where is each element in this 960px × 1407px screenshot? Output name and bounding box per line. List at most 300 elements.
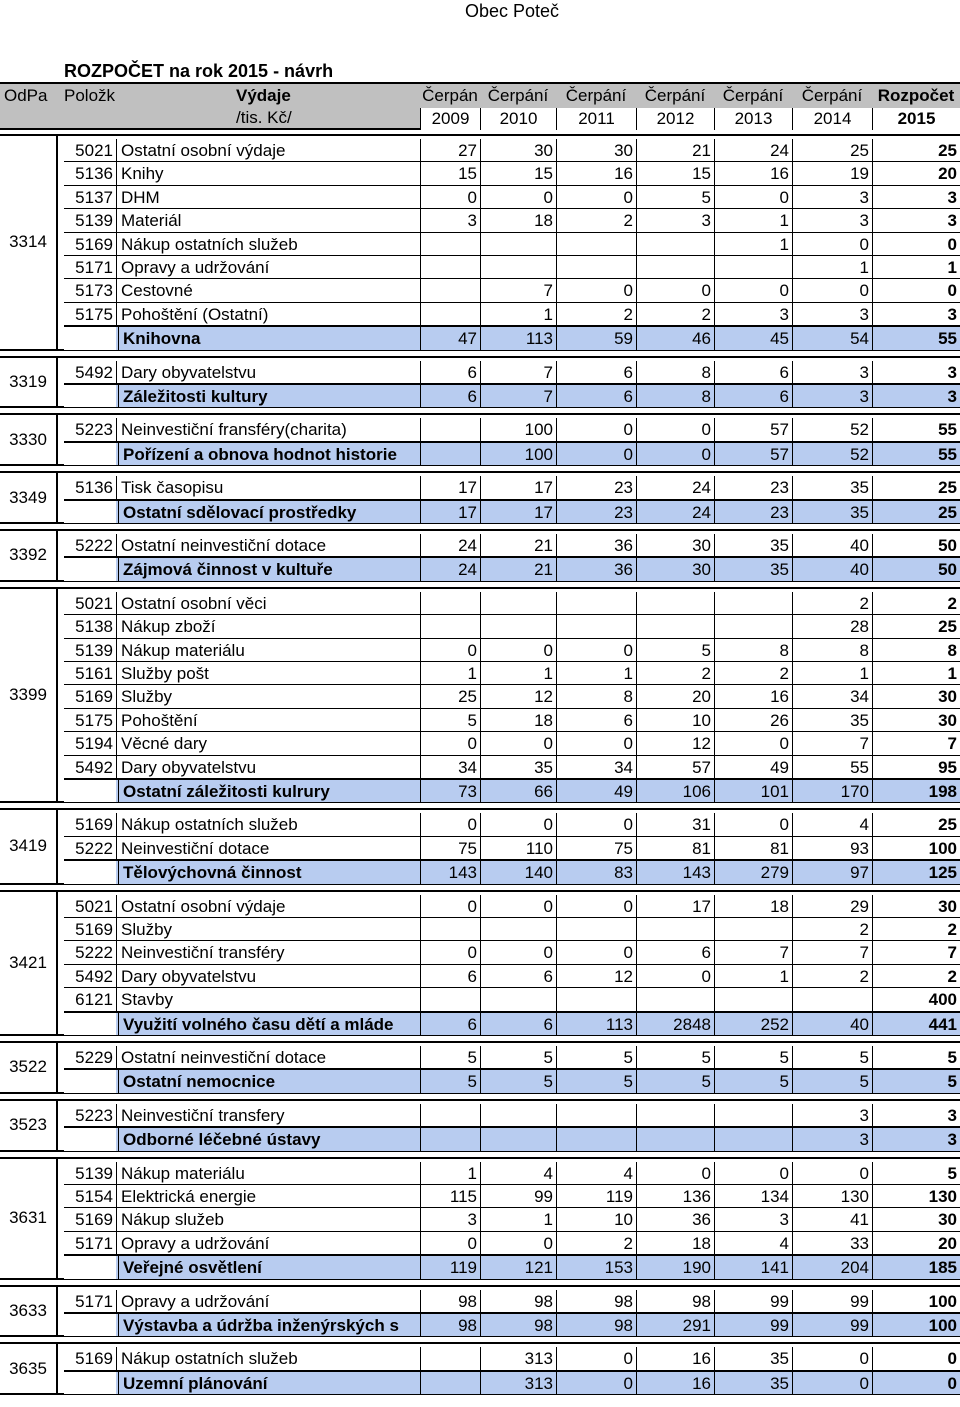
item-code: 5139 — [75, 640, 113, 660]
value-cell: 0 — [556, 639, 636, 661]
value-cell: 5 — [480, 1070, 556, 1092]
subtotal-label: Tělovýchovná činnost — [118, 861, 480, 883]
value-cell: 6 — [636, 941, 714, 963]
value-cell: 0 — [556, 443, 636, 465]
item-code: 5169 — [75, 1349, 113, 1369]
value-cell: 30 — [872, 895, 960, 917]
value-cell: 6 — [480, 965, 556, 987]
item-code: 6121 — [75, 990, 113, 1010]
item-code — [64, 1256, 116, 1278]
value-cell: 170 — [792, 780, 872, 802]
header-col-year: 2013 — [714, 108, 792, 130]
odpa-code: 3633 — [0, 1287, 58, 1336]
value-cell: 57 — [714, 418, 792, 440]
item-code: 5138 — [75, 617, 113, 637]
budget-group — [0, 890, 960, 1036]
value-cell — [480, 615, 556, 637]
table-row — [64, 1232, 960, 1255]
value-cell: 83 — [556, 861, 636, 883]
value-cell: 0 — [556, 1347, 636, 1369]
value-cell — [714, 256, 792, 278]
item-name: Ostatní osobní výdaje — [116, 895, 478, 917]
value-cell: 30 — [872, 1208, 960, 1230]
odpa-code: 3319 — [0, 358, 58, 407]
item-name: Nákup ostatních služeb — [116, 233, 478, 255]
value-cell: 97 — [792, 861, 872, 883]
value-cell: 17 — [480, 476, 556, 498]
value-cell: 5 — [556, 1070, 636, 1092]
item-code — [64, 501, 116, 523]
table-row — [64, 303, 960, 326]
item-code: 5021 — [75, 593, 113, 613]
header-col-year: 2015 — [872, 108, 960, 130]
item-code: 5222 — [75, 943, 113, 963]
value-cell: 2 — [636, 662, 714, 684]
value-cell — [636, 1128, 714, 1150]
value-cell — [420, 443, 480, 465]
item-code — [64, 1314, 116, 1336]
table-row — [64, 534, 960, 557]
value-cell — [556, 1104, 636, 1126]
budget-group — [0, 1285, 960, 1338]
value-cell: 98 — [480, 1314, 556, 1336]
value-cell: 0 — [420, 895, 480, 917]
value-cell: 15 — [480, 162, 556, 184]
header-vydaje: Výdaje — [236, 86, 291, 105]
value-cell: 0 — [480, 732, 556, 754]
value-cell: 23 — [556, 476, 636, 498]
value-cell: 1 — [872, 256, 960, 278]
header-col-label: Čerpání — [722, 86, 784, 105]
value-cell: 16 — [556, 162, 636, 184]
value-cell: 55 — [792, 756, 872, 778]
value-cell: 98 — [420, 1314, 480, 1336]
table-row — [64, 965, 960, 988]
value-cell: 20 — [636, 685, 714, 707]
value-cell: 99 — [714, 1290, 792, 1312]
value-cell: 20 — [872, 1232, 960, 1254]
value-cell: 21 — [636, 139, 714, 161]
value-cell: 23 — [714, 501, 792, 523]
value-cell: 3 — [420, 209, 480, 231]
budget-group — [0, 1099, 960, 1152]
value-cell — [714, 615, 792, 637]
value-cell: 121 — [480, 1256, 556, 1278]
value-cell: 52 — [792, 418, 872, 440]
value-cell: 28 — [792, 615, 872, 637]
item-name: Stavby — [116, 988, 478, 1010]
value-cell: 7 — [480, 361, 556, 383]
value-cell: 5 — [792, 1046, 872, 1068]
value-cell: 0 — [480, 813, 556, 835]
value-cell: 2 — [792, 918, 872, 940]
value-cell — [636, 1104, 714, 1126]
value-cell: 3 — [792, 1128, 872, 1150]
item-code: 5492 — [75, 757, 113, 777]
subtotal-label: Veřejné osvětlení — [118, 1256, 480, 1278]
item-code: 5171 — [75, 1291, 113, 1311]
value-cell: 7 — [792, 732, 872, 754]
value-cell: 18 — [636, 1232, 714, 1254]
value-cell: 36 — [556, 534, 636, 556]
budget-group — [0, 471, 960, 524]
value-cell: 2 — [636, 303, 714, 325]
header-unit: /tis. Kč/ — [236, 108, 292, 127]
value-cell: 0 — [872, 279, 960, 301]
value-cell: 3 — [792, 209, 872, 231]
value-cell: 66 — [480, 780, 556, 802]
budget-group — [0, 808, 960, 884]
value-cell — [556, 233, 636, 255]
value-cell: 25 — [420, 685, 480, 707]
value-cell: 18 — [714, 895, 792, 917]
budget-group — [0, 1041, 960, 1094]
value-cell: 41 — [792, 1208, 872, 1230]
value-cell: 3 — [792, 1104, 872, 1126]
item-code — [64, 1013, 116, 1035]
value-cell: 17 — [636, 895, 714, 917]
value-cell: 0 — [636, 418, 714, 440]
value-cell: 115 — [420, 1185, 480, 1207]
value-cell: 25 — [872, 139, 960, 161]
value-cell — [420, 303, 480, 325]
value-cell: 3 — [872, 385, 960, 407]
value-cell: 40 — [792, 534, 872, 556]
value-cell: 313 — [480, 1372, 556, 1394]
value-cell: 6 — [556, 361, 636, 383]
value-cell: 100 — [872, 1314, 960, 1336]
table-row — [64, 162, 960, 185]
value-cell: 35 — [714, 558, 792, 580]
value-cell: 0 — [480, 1232, 556, 1254]
value-cell — [420, 918, 480, 940]
value-cell — [480, 918, 556, 940]
item-code — [64, 861, 116, 883]
value-cell: 141 — [714, 1256, 792, 1278]
value-cell — [480, 1104, 556, 1126]
table-header — [0, 82, 960, 130]
value-cell: 1 — [714, 233, 792, 255]
value-cell: 8 — [636, 361, 714, 383]
value-cell — [420, 1372, 480, 1394]
item-name: Nákup ostatních služeb — [116, 1347, 478, 1369]
value-cell — [792, 988, 872, 1010]
value-cell: 0 — [480, 941, 556, 963]
odpa-code: 3522 — [0, 1043, 58, 1092]
value-cell: 0 — [792, 1372, 872, 1394]
subtotal-label: Ostatní nemocnice — [118, 1070, 480, 1092]
value-cell: 0 — [480, 639, 556, 661]
value-cell: 0 — [872, 233, 960, 255]
value-cell: 18 — [480, 209, 556, 231]
value-cell: 110 — [480, 837, 556, 859]
value-cell: 125 — [872, 861, 960, 883]
value-cell: 6 — [556, 709, 636, 731]
odpa-code: 3421 — [0, 892, 58, 1034]
value-cell: 100 — [872, 1290, 960, 1312]
value-cell: 2 — [792, 592, 872, 614]
table-row — [64, 418, 960, 441]
value-cell — [636, 918, 714, 940]
value-cell: 98 — [556, 1290, 636, 1312]
value-cell: 25 — [872, 476, 960, 498]
value-cell: 99 — [480, 1185, 556, 1207]
value-cell: 4 — [714, 1232, 792, 1254]
value-cell: 6 — [556, 385, 636, 407]
value-cell: 130 — [872, 1185, 960, 1207]
value-cell: 5 — [872, 1162, 960, 1184]
value-cell: 0 — [420, 732, 480, 754]
value-cell: 3 — [872, 1128, 960, 1150]
value-cell: 50 — [872, 558, 960, 580]
odpa-code: 3392 — [0, 531, 58, 580]
odpa-code: 3631 — [0, 1159, 58, 1278]
item-code: 5222 — [75, 536, 113, 555]
value-cell: 36 — [556, 558, 636, 580]
value-cell: 46 — [636, 327, 714, 349]
value-cell: 23 — [714, 476, 792, 498]
item-code: 5169 — [75, 687, 113, 707]
value-cell: 5 — [636, 1046, 714, 1068]
value-cell: 75 — [420, 837, 480, 859]
value-cell: 35 — [792, 501, 872, 523]
item-code: 5223 — [75, 420, 113, 440]
subtotal-label: Pořízení a obnova hodnot historie — [118, 443, 480, 465]
value-cell — [420, 279, 480, 301]
value-cell — [480, 1128, 556, 1150]
value-cell: 134 — [714, 1185, 792, 1207]
value-cell: 25 — [872, 615, 960, 637]
value-cell: 185 — [872, 1256, 960, 1278]
table-row — [64, 279, 960, 302]
value-cell: 16 — [636, 1372, 714, 1394]
table-row — [64, 1162, 960, 1185]
value-cell: 0 — [556, 418, 636, 440]
item-code: 5137 — [75, 187, 113, 207]
item-name: Opravy a udržování — [116, 1290, 478, 1312]
value-cell: 3 — [872, 186, 960, 208]
item-name: Nákup materiálu — [116, 639, 478, 661]
value-cell — [480, 233, 556, 255]
value-cell: 8 — [714, 639, 792, 661]
header-col-label: Čerpán — [422, 86, 478, 105]
value-cell: 10 — [636, 709, 714, 731]
value-cell: 1 — [714, 965, 792, 987]
value-cell: 98 — [636, 1290, 714, 1312]
value-cell: 6 — [420, 1013, 480, 1035]
item-name: Neinvestiční transfery — [116, 1104, 478, 1126]
subtotal-row — [64, 1255, 960, 1278]
value-cell: 5 — [636, 186, 714, 208]
value-cell: 4 — [480, 1162, 556, 1184]
value-cell: 3 — [420, 1208, 480, 1230]
item-code: 5492 — [75, 966, 113, 986]
value-cell: 119 — [420, 1256, 480, 1278]
value-cell: 8 — [872, 639, 960, 661]
subtotal-row — [64, 384, 960, 407]
item-name: Knihy — [116, 162, 478, 184]
subtotal-row — [64, 557, 960, 580]
value-cell: 113 — [480, 327, 556, 349]
value-cell: 57 — [714, 443, 792, 465]
value-cell: 5 — [636, 1070, 714, 1092]
budget-group — [0, 413, 960, 466]
value-cell: 99 — [714, 1314, 792, 1336]
header-col-year: 2009 — [420, 108, 480, 130]
value-cell: 113 — [556, 1013, 636, 1035]
item-name: Neinvestiční dotace — [116, 837, 478, 859]
table-row — [64, 1046, 960, 1069]
value-cell: 5 — [420, 1070, 480, 1092]
table-row — [64, 639, 960, 662]
value-cell: 143 — [636, 861, 714, 883]
value-cell: 0 — [714, 186, 792, 208]
subtotal-row — [64, 1012, 960, 1035]
value-cell: 40 — [792, 1013, 872, 1035]
header-col-label: Čerpání — [644, 86, 706, 105]
value-cell — [556, 592, 636, 614]
value-cell — [420, 256, 480, 278]
value-cell: 30 — [636, 534, 714, 556]
value-cell: 0 — [792, 1162, 872, 1184]
table-row — [64, 837, 960, 860]
value-cell: 6 — [714, 361, 792, 383]
item-code: 5169 — [75, 1210, 113, 1230]
value-cell: 2848 — [636, 1013, 714, 1035]
value-cell: 6 — [420, 361, 480, 383]
subtotal-label: Záležitosti kultury — [118, 385, 480, 407]
item-code — [64, 558, 116, 580]
value-cell: 12 — [480, 685, 556, 707]
item-name: Opravy a udržování — [116, 256, 478, 278]
value-cell: 2 — [556, 209, 636, 231]
item-code: 5171 — [75, 1233, 113, 1253]
value-cell: 24 — [420, 558, 480, 580]
value-cell: 5 — [792, 1070, 872, 1092]
value-cell: 0 — [872, 1347, 960, 1369]
value-cell — [714, 592, 792, 614]
value-cell: 0 — [556, 1372, 636, 1394]
odpa-code: 3635 — [0, 1344, 58, 1393]
value-cell: 0 — [556, 813, 636, 835]
value-cell: 0 — [556, 895, 636, 917]
value-cell: 190 — [636, 1256, 714, 1278]
subtotal-label: Ostatní sdělovací prostředky — [118, 501, 480, 523]
item-code — [64, 385, 116, 407]
value-cell — [420, 1104, 480, 1126]
value-cell: 0 — [556, 941, 636, 963]
value-cell: 24 — [420, 534, 480, 556]
budget-table-body — [0, 130, 960, 1407]
item-code: 5136 — [75, 478, 113, 498]
item-code — [64, 1070, 116, 1092]
value-cell: 7 — [792, 941, 872, 963]
value-cell: 55 — [872, 418, 960, 440]
table-row — [64, 615, 960, 638]
value-cell: 7 — [872, 732, 960, 754]
value-cell: 5 — [420, 1046, 480, 1068]
item-name: Dary obyvatelstvu — [116, 361, 478, 383]
value-cell: 25 — [792, 139, 872, 161]
item-code: 5492 — [75, 362, 113, 382]
value-cell: 1 — [792, 256, 872, 278]
value-cell: 2 — [872, 592, 960, 614]
item-name: Pohoštění — [116, 709, 478, 731]
value-cell: 5 — [872, 1070, 960, 1092]
value-cell — [480, 256, 556, 278]
value-cell: 35 — [714, 1372, 792, 1394]
item-name: Elektrická energie — [116, 1185, 478, 1207]
value-cell: 5 — [714, 1046, 792, 1068]
odpa-code: 3523 — [0, 1101, 58, 1150]
value-cell: 3 — [872, 361, 960, 383]
value-cell: 100 — [872, 837, 960, 859]
subtotal-row — [64, 1127, 960, 1150]
subtotal-label: Výstavba a údržba inženýrských s — [118, 1314, 480, 1336]
value-cell: 55 — [872, 443, 960, 465]
item-name: Opravy a udržování — [116, 1232, 478, 1254]
value-cell: 0 — [714, 813, 792, 835]
value-cell — [420, 418, 480, 440]
value-cell: 23 — [556, 501, 636, 523]
value-cell: 130 — [792, 1185, 872, 1207]
value-cell: 21 — [480, 558, 556, 580]
value-cell: 0 — [636, 443, 714, 465]
item-code: 5021 — [75, 896, 113, 916]
table-row — [64, 476, 960, 499]
header-col-label: Čerpání — [801, 86, 863, 105]
subtotal-label: Uzemní plánování — [118, 1372, 480, 1394]
value-cell: 7 — [872, 941, 960, 963]
value-cell: 49 — [556, 780, 636, 802]
item-code — [64, 443, 116, 465]
header-col-year: 2010 — [480, 108, 556, 130]
value-cell: 35 — [792, 476, 872, 498]
value-cell: 0 — [556, 732, 636, 754]
table-row — [64, 233, 960, 256]
subtotal-row — [64, 500, 960, 523]
value-cell: 17 — [480, 501, 556, 523]
item-name: Materiál — [116, 209, 478, 231]
value-cell: 252 — [714, 1013, 792, 1035]
value-cell: 49 — [714, 756, 792, 778]
subtotal-row — [64, 442, 960, 465]
value-cell: 6 — [714, 385, 792, 407]
item-name: Nákup zboží — [116, 615, 478, 637]
value-cell: 40 — [792, 558, 872, 580]
value-cell: 100 — [480, 443, 556, 465]
value-cell: 10 — [556, 1208, 636, 1230]
value-cell: 35 — [480, 756, 556, 778]
value-cell: 29 — [792, 895, 872, 917]
value-cell: 0 — [420, 813, 480, 835]
value-cell: 0 — [636, 279, 714, 301]
value-cell: 5 — [556, 1046, 636, 1068]
item-code: 5194 — [75, 734, 113, 754]
item-name: Neinvestiční transféry — [116, 941, 478, 963]
value-cell: 30 — [556, 139, 636, 161]
value-cell — [636, 256, 714, 278]
value-cell: 19 — [792, 162, 872, 184]
header-col-year: 2012 — [636, 108, 714, 130]
item-name: Nákup ostatních služeb — [116, 813, 478, 835]
value-cell: 50 — [872, 534, 960, 556]
item-code — [64, 780, 116, 802]
value-cell: 5 — [714, 1070, 792, 1092]
item-code: 5161 — [75, 663, 113, 683]
item-code: 5139 — [75, 1163, 113, 1183]
value-cell: 1 — [480, 1208, 556, 1230]
